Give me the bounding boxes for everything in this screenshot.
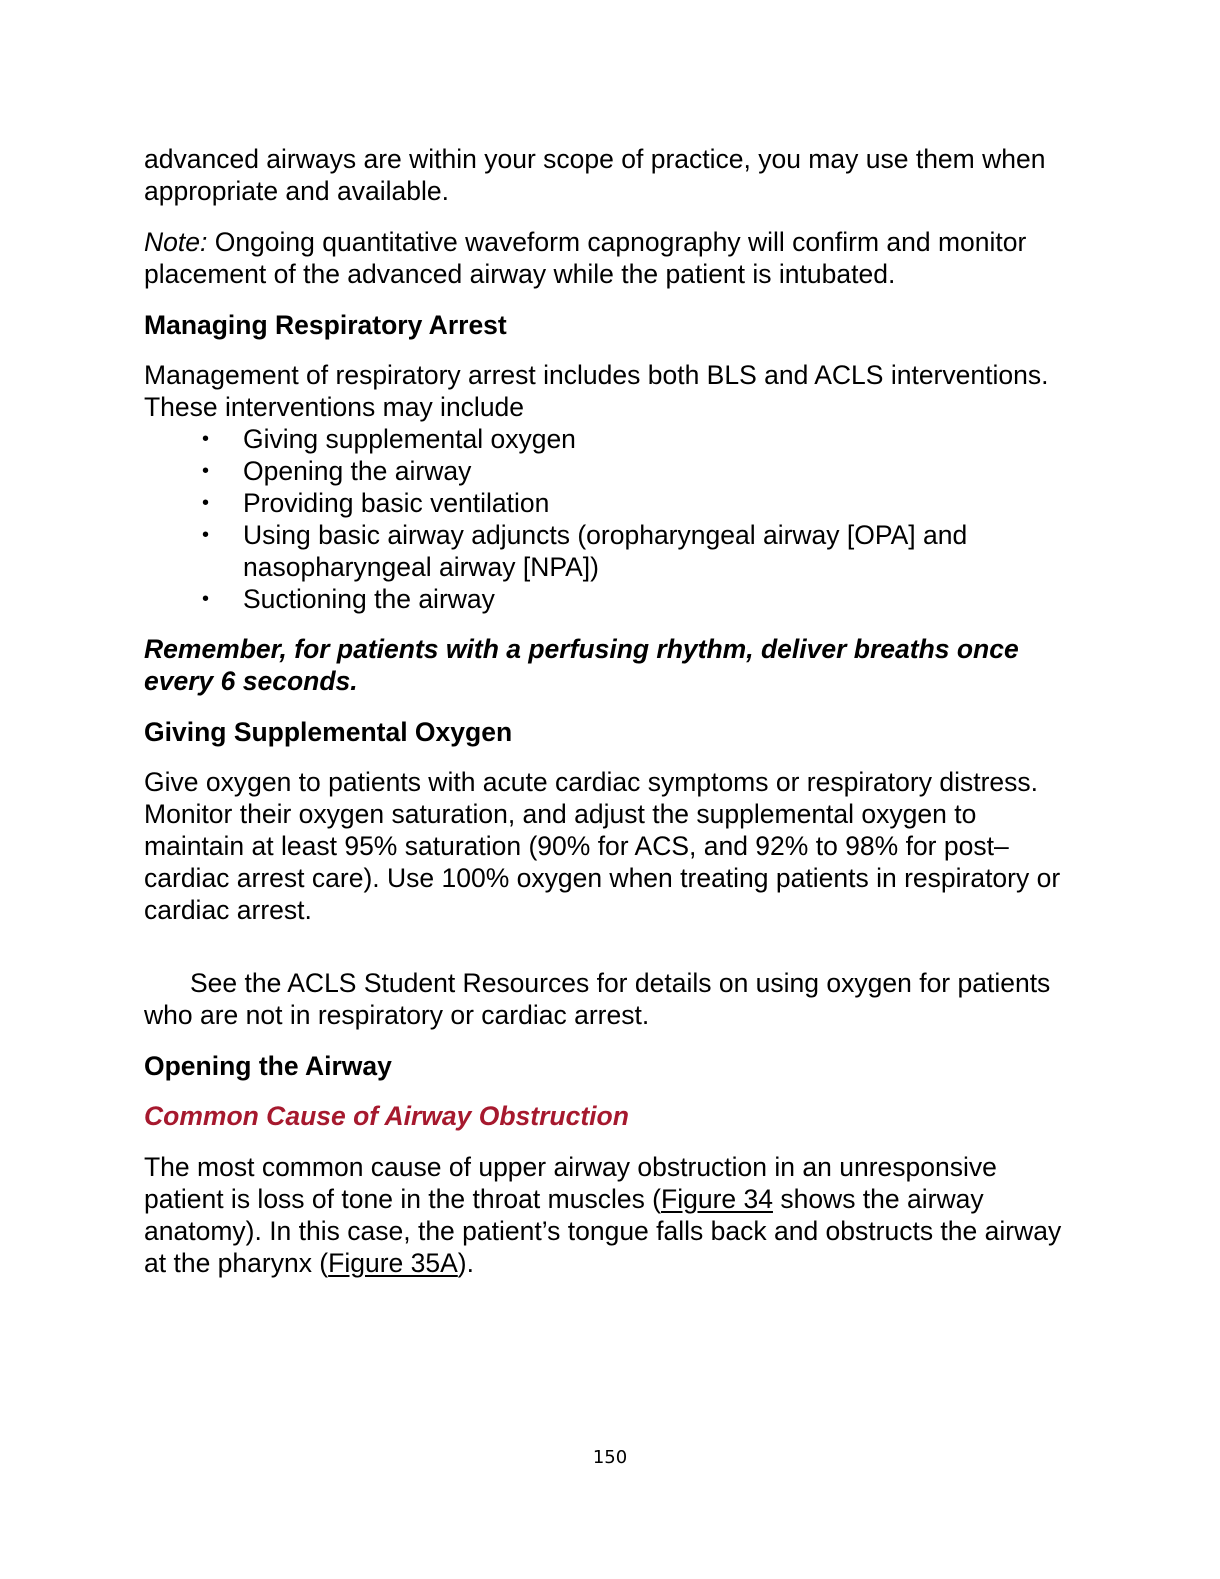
oxygen-paragraph: Give oxygen to patients with acute cardiac symptoms or respiratory distress. Monitor their oxygen saturation, and adjust the supplemental oxygen to maintain at least 95% saturation (90% for ACS, and 92% to 98% for post–cardiac arrest care). Use 100% oxygen when treating patients in respiratory or cardiac arrest.: [144, 767, 1061, 925]
airway-obstruction-paragraph: [144, 1151, 1079, 1279]
heading-managing-respiratory-arrest: Managing Respiratory Arrest: [144, 310, 507, 340]
interventions-list: [144, 423, 1079, 615]
list-item: [144, 487, 1079, 519]
intro-paragraph: advanced airways are within your scope of practice, you may use them when appropriate and available.: [144, 144, 1046, 206]
bullet-icon: •: [202, 524, 210, 546]
list-item-text: Suctioning the airway: [243, 584, 495, 614]
list-item-text: Providing basic ventilation: [243, 488, 550, 518]
list-item-text: Opening the airway: [243, 456, 472, 486]
paragraph-text: ).: [457, 1248, 474, 1278]
list-item: [144, 423, 1079, 455]
paragraph-text: shows the airway anatomy). In this case, the patient’s tongue falls back and obstructs the airway at the pharynx (: [144, 1184, 1062, 1278]
note-label: Note:: [144, 227, 208, 257]
note-text: Ongoing quantitative waveform capnography will confirm and monitor placement of the advanced airway while the patient is intubated.: [144, 227, 1027, 289]
bullet-icon: •: [202, 492, 210, 514]
note-paragraph: [144, 226, 1079, 290]
bullet-icon: •: [202, 588, 210, 610]
figure-35a-link[interactable]: Figure 35A: [328, 1248, 458, 1278]
list-item: [144, 583, 1079, 615]
remember-callout: Remember, for patients with a perfusing rhythm, deliver breaths once every 6 seconds.: [144, 634, 1019, 696]
page-number: 150: [592, 1447, 628, 1468]
bullet-icon: •: [202, 460, 210, 482]
list-item-text: Using basic airway adjuncts (oropharyngeal airway [OPA] and nasopharyngeal airway [NPA]): [243, 520, 968, 582]
heading-giving-supplemental-oxygen: Giving Supplemental Oxygen: [144, 717, 513, 747]
list-item: [144, 455, 1079, 487]
resource-note-paragraph: [144, 967, 1079, 1031]
heading-opening-the-airway: Opening the Airway: [144, 1051, 392, 1081]
resource-note-text: See the ACLS Student Resources for details on using oxygen for patients who are not in respiratory or cardiac arrest.: [144, 968, 1051, 1030]
subheading-common-cause: Common Cause of Airway Obstruction: [144, 1101, 629, 1131]
managing-paragraph: Management of respiratory arrest includes both BLS and ACLS interventions. These interventions may include: [144, 360, 1049, 422]
list-item-text: Giving supplemental oxygen: [243, 424, 576, 454]
figure-34-link[interactable]: Figure 34: [661, 1184, 773, 1214]
list-item: [144, 519, 1079, 583]
bullet-icon: •: [202, 428, 210, 450]
paragraph-text: The most common cause of upper airway obstruction in an unresponsive patient is loss of tone in the throat muscles (: [144, 1152, 997, 1214]
